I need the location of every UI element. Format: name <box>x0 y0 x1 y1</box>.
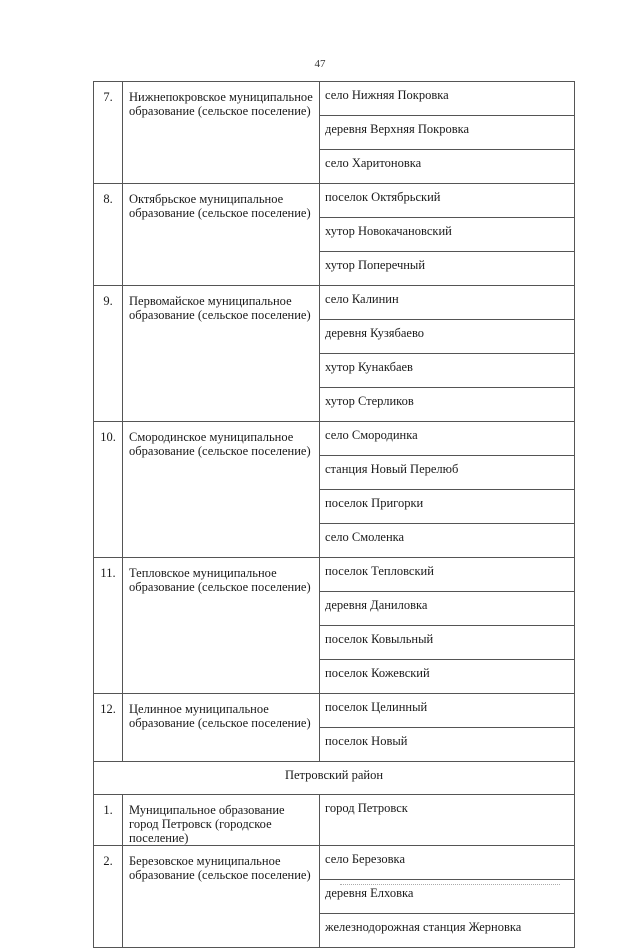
settlement-name: село Смородинка <box>320 422 575 456</box>
settlement-name: поселок Октябрьский <box>320 184 575 218</box>
footer-rule <box>340 884 560 885</box>
table-section-district-header <box>94 762 575 795</box>
table-row <box>94 558 575 592</box>
row-number: 11. <box>94 558 123 694</box>
municipality-name: Смородинское муниципальное образование (сельское поселение) <box>123 422 320 558</box>
row-number: 8. <box>94 184 123 286</box>
table-section-petrovsky-district <box>94 795 575 948</box>
settlement-name: станция Новый Перелюб <box>320 456 575 490</box>
settlement-name: хутор Новокачановский <box>320 218 575 252</box>
settlement-name: хутор Поперечный <box>320 252 575 286</box>
settlement-name: поселок Ковыльный <box>320 626 575 660</box>
settlement-name: деревня Верхняя Покровка <box>320 116 575 150</box>
municipality-name: Нижнепокровское муниципальное образование (сельское поселение) <box>123 82 320 184</box>
settlements-table <box>93 81 575 948</box>
municipality-name: Муниципальное образование город Петровск (городское поселение) <box>123 795 320 846</box>
settlement-name: село Березовка <box>320 846 575 880</box>
district-header-row <box>94 762 575 795</box>
row-number: 7. <box>94 82 123 184</box>
settlement-name: хутор Стерликов <box>320 388 575 422</box>
row-number: 9. <box>94 286 123 422</box>
municipality-name: Целинное муниципальное образование (сельское поселение) <box>123 694 320 762</box>
settlement-name: поселок Тепловский <box>320 558 575 592</box>
page-number: 47 <box>314 58 326 70</box>
table-row <box>94 286 575 320</box>
municipality-name: Первомайское муниципальное образование (сельское поселение) <box>123 286 320 422</box>
settlement-name: деревня Кузябаево <box>320 320 575 354</box>
table-section-saratov-district <box>94 82 575 762</box>
table-row <box>94 694 575 728</box>
municipality-name: Октябрьское муниципальное образование (сельское поселение) <box>123 184 320 286</box>
settlement-name: хутор Кунакбаев <box>320 354 575 388</box>
settlement-name: село Харитоновка <box>320 150 575 184</box>
row-number: 12. <box>94 694 123 762</box>
settlement-name: село Калинин <box>320 286 575 320</box>
municipality-name: Тепловское муниципальное образование (сельское поселение) <box>123 558 320 694</box>
table-row <box>94 422 575 456</box>
settlement-name: деревня Даниловка <box>320 592 575 626</box>
settlement-name: железнодорожная станция Жерновка <box>320 914 575 948</box>
settlement-name: поселок Новый <box>320 728 575 762</box>
district-header: Петровский район <box>94 762 575 795</box>
settlement-name: село Нижняя Покровка <box>320 82 575 116</box>
table-row <box>94 82 575 116</box>
settlement-name: поселок Целинный <box>320 694 575 728</box>
row-number: 2. <box>94 846 123 948</box>
table-row <box>94 795 575 846</box>
row-number: 1. <box>94 795 123 846</box>
settlement-name: поселок Кожевский <box>320 660 575 694</box>
settlement-name: село Смоленка <box>320 524 575 558</box>
settlement-name: поселок Пригорки <box>320 490 575 524</box>
settlement-name: деревня Елховка <box>320 880 575 914</box>
settlement-name: город Петровск <box>320 795 575 846</box>
municipality-name: Березовское муниципальное образование (сельское поселение) <box>123 846 320 948</box>
table-row <box>94 184 575 218</box>
table-row <box>94 846 575 880</box>
row-number: 10. <box>94 422 123 558</box>
